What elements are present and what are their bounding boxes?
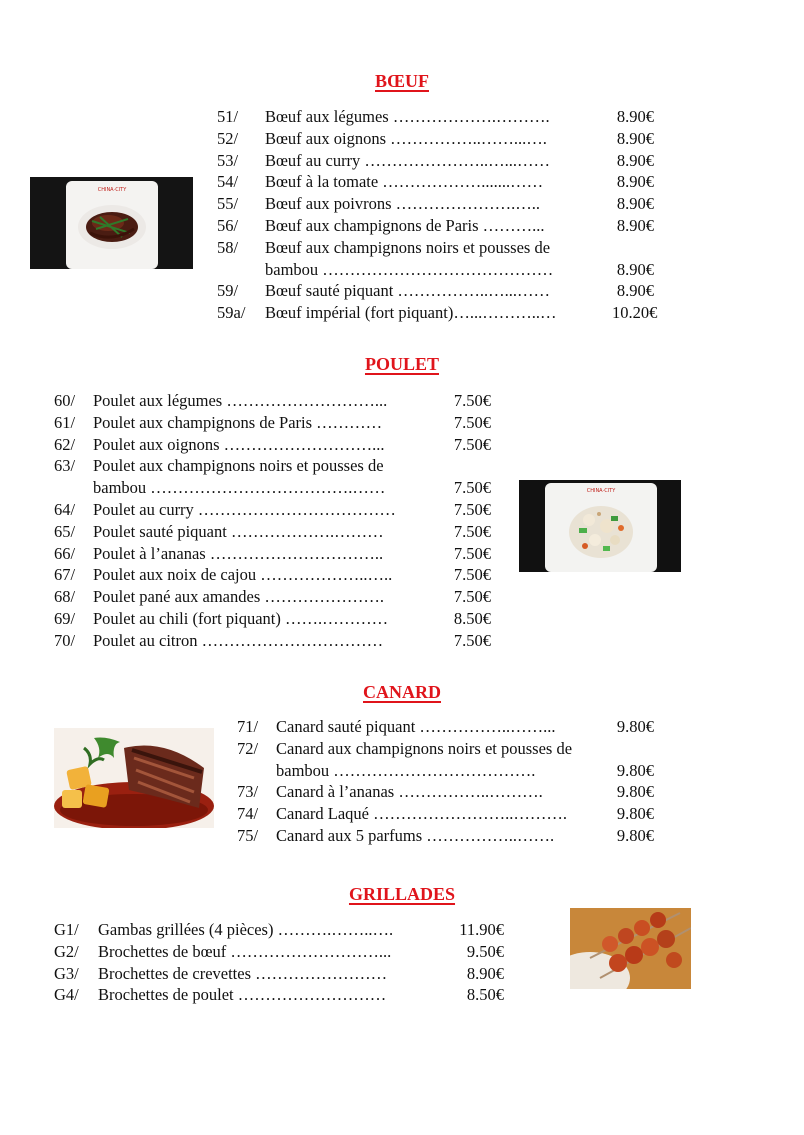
menu-item: 66/ Poulet à l’ananas ………………………….. 7.50€	[54, 543, 491, 563]
dish-price: 7.50€	[453, 587, 491, 607]
dish-name: Bœuf à la tomate ……………….......……	[265, 172, 544, 192]
menu-item: 70/ Poulet au citron …………………………… 7.50€	[54, 630, 491, 650]
dish-name: Bœuf impérial (fort piquant)…...………..…	[265, 303, 557, 323]
dish-name: Poulet au curry ………………………………	[93, 499, 396, 519]
dish-name: Bœuf aux oignons ……………..……...….	[265, 128, 547, 148]
dish-price: 7.50€	[453, 499, 491, 519]
menu-item: 59a/ Bœuf impérial (fort piquant)…...………..… 10.20€	[217, 302, 677, 324]
menu-item: 56/ Bœuf aux champignons de Paris ………... 8.90€	[217, 215, 654, 235]
menu-item: 55/ Bœuf aux poivrons ………………….….. 8.90€	[217, 194, 654, 214]
menu-item: 61/ Poulet aux champignons de Paris ………… 7.50€	[54, 412, 491, 432]
menu-item: 62/ Poulet aux oignons ………………………... 7.50€	[54, 434, 491, 454]
menu-item: 72/ Canard aux champignons noirs et pousses de bambou ………………………………. 9.80€	[237, 738, 654, 780]
dish-price: 8.90€	[616, 281, 654, 301]
dish-price: 11.90€	[459, 920, 504, 939]
dish-name: Canard aux 5 parfums ……………..…….	[276, 825, 555, 845]
dish-price: 7.50€	[453, 434, 491, 454]
svg-text:CHINA·CITY: CHINA·CITY	[97, 187, 127, 193]
dish-price: 7.50€	[453, 521, 491, 541]
menu-item: 59/ Bœuf sauté piquant ……………..…...…… 8.90€	[217, 281, 654, 301]
dish-name: Poulet aux champignons de Paris …………	[93, 412, 383, 432]
dish-price: 9.80€	[616, 760, 654, 780]
dish-price: 7.50€	[453, 543, 491, 563]
dish-name: Bœuf aux champignons de Paris ………...	[265, 215, 545, 235]
menu-item: 74/ Canard Laqué ……………………..………. 9.80€	[237, 804, 654, 824]
dish-name: Canard Laqué ……………………..……….	[276, 804, 567, 824]
beef-dish-photo	[30, 177, 193, 269]
svg-text:CHINA·CITY: CHINA·CITY	[586, 488, 616, 494]
menu-item: 53/ Bœuf au curry …………………..…...…… 8.90€	[217, 150, 654, 170]
skewers-photo	[570, 908, 691, 989]
menu-item: G3/ Brochettes de crevettes …………………… 8.90€	[54, 963, 504, 983]
dish-name: Canard à l’ananas ……………..……….	[276, 782, 543, 802]
dish-name: Bœuf aux légumes ……………….……….	[265, 107, 550, 126]
menu-list-canard	[237, 716, 677, 847]
menu-item: 75/ Canard aux 5 parfums ……………..……. 9.80€	[237, 825, 654, 845]
dish-price: 8.90€	[616, 194, 654, 214]
dish-name: Brochettes de poulet ………………………	[98, 985, 387, 1005]
menu-item: 63/ Poulet aux champignons noirs et pousses de bambou ……………………………….…… 7.50€	[54, 456, 491, 498]
dish-name: Canard sauté piquant ……………..……...	[276, 717, 556, 736]
menu-item: 65/ Poulet sauté piquant ……………….……… 7.50€	[54, 521, 491, 541]
dish-name: Bœuf sauté piquant ……………..…...……	[265, 281, 551, 301]
dish-price: 8.90€	[616, 107, 654, 126]
dish-name: Brochettes de bœuf ………………………...	[98, 941, 392, 961]
dish-name: Brochettes de crevettes ……………………	[98, 963, 388, 983]
dish-name: Poulet au chili (fort piquant) …….…………	[93, 608, 389, 628]
menu-list-grillades	[54, 919, 514, 1006]
dish-name: Gambas grillées (4 pièces) ……….……..….	[98, 920, 394, 939]
menu-list-poulet	[54, 390, 504, 652]
dish-name: Poulet pané aux amandes ………………….	[93, 587, 384, 607]
dish-price: 8.50€	[466, 985, 504, 1005]
menu-item: 60/ Poulet aux légumes ………………………... 7.50€	[54, 391, 491, 410]
menu-item: 54/ Bœuf à la tomate ……………….......…… 8.90€	[217, 172, 654, 192]
menu-item: 51/ Bœuf aux légumes ……………….………. 8.90€	[217, 107, 654, 126]
dish-price: 8.90€	[616, 150, 654, 170]
dish-price: 7.50€	[453, 478, 491, 498]
dish-price: 8.90€	[616, 259, 654, 279]
dish-price: 7.50€	[453, 412, 491, 432]
dish-price: 7.50€	[453, 630, 491, 650]
dish-name: Bœuf aux poivrons ………………….…..	[265, 194, 540, 214]
section-title-boeuf: BŒUF	[375, 71, 429, 91]
menu-list-boeuf	[217, 106, 677, 324]
dish-price: 9.80€	[616, 825, 654, 845]
dish-name: Canard aux champignons noirs et pousses de bambou ……………………………….	[276, 738, 573, 780]
dish-price: 10.20€	[612, 303, 658, 323]
dish-price: 7.50€	[453, 391, 491, 410]
dish-price: 8.50€	[453, 608, 491, 628]
dish-name: Poulet sauté piquant ……………….………	[93, 521, 384, 541]
menu-item: G1/ Gambas grillées (4 pièces) ……….……..…. 11.90€	[54, 920, 504, 939]
dish-price: 9.80€	[616, 717, 654, 736]
dish-price: 7.50€	[453, 565, 491, 585]
section-title-grillades: GRILLADES	[348, 884, 456, 904]
dish-name: Bœuf aux champignons noirs et pousses de bambou ……………………………………	[265, 237, 554, 279]
dish-price: 8.90€	[616, 215, 654, 235]
menu-item: G4/ Brochettes de poulet ……………………… 8.50€	[54, 985, 504, 1005]
duck-dish-photo	[54, 728, 214, 828]
menu-item: 69/ Poulet au chili (fort piquant) …….………… 8.50€	[54, 608, 491, 628]
dish-price: 9.80€	[616, 782, 654, 802]
dish-price: 8.90€	[616, 172, 654, 192]
chicken-dish-photo	[519, 480, 681, 572]
section-title-canard: CANARD	[363, 682, 441, 702]
menu-item: 73/ Canard à l’ananas ……………..………. 9.80€	[237, 782, 654, 802]
menu-item: G2/ Brochettes de bœuf ………………………... 9.50€	[54, 941, 504, 961]
dish-price: 8.90€	[616, 128, 654, 148]
dish-name: Poulet à l’ananas …………………………..	[93, 543, 384, 563]
menu-item: 64/ Poulet au curry ……………………………… 7.50€	[54, 499, 491, 519]
dish-price: 8.90€	[466, 963, 504, 983]
dish-name: Poulet aux légumes ………………………...	[93, 391, 388, 410]
dish-name: Poulet aux noix de cajou ………………..…..	[93, 565, 393, 585]
dish-name: Poulet aux champignons noirs et pousses de bambou ……………………………….……	[93, 456, 386, 498]
menu-item: 67/ Poulet aux noix de cajou ………………..….. 7.50€	[54, 565, 491, 585]
menu-item: 68/ Poulet pané aux amandes …………………. 7.50€	[54, 587, 491, 607]
section-title-poulet: POULET	[364, 354, 439, 374]
dish-price: 9.50€	[466, 941, 504, 961]
menu-item: 52/ Bœuf aux oignons ……………..……...…. 8.90€	[217, 128, 654, 148]
menu-item: 71/ Canard sauté piquant ……………..……... 9.80€	[237, 717, 654, 736]
menu-item: 58/ Bœuf aux champignons noirs et pousses de bambou …………………………………… 8.90€	[217, 237, 654, 279]
dish-name: Bœuf au curry …………………..…...……	[265, 150, 551, 170]
dish-name: Poulet aux oignons ………………………...	[93, 434, 385, 454]
dish-name: Poulet au citron ……………………………	[93, 630, 384, 650]
dish-price: 9.80€	[616, 804, 654, 824]
